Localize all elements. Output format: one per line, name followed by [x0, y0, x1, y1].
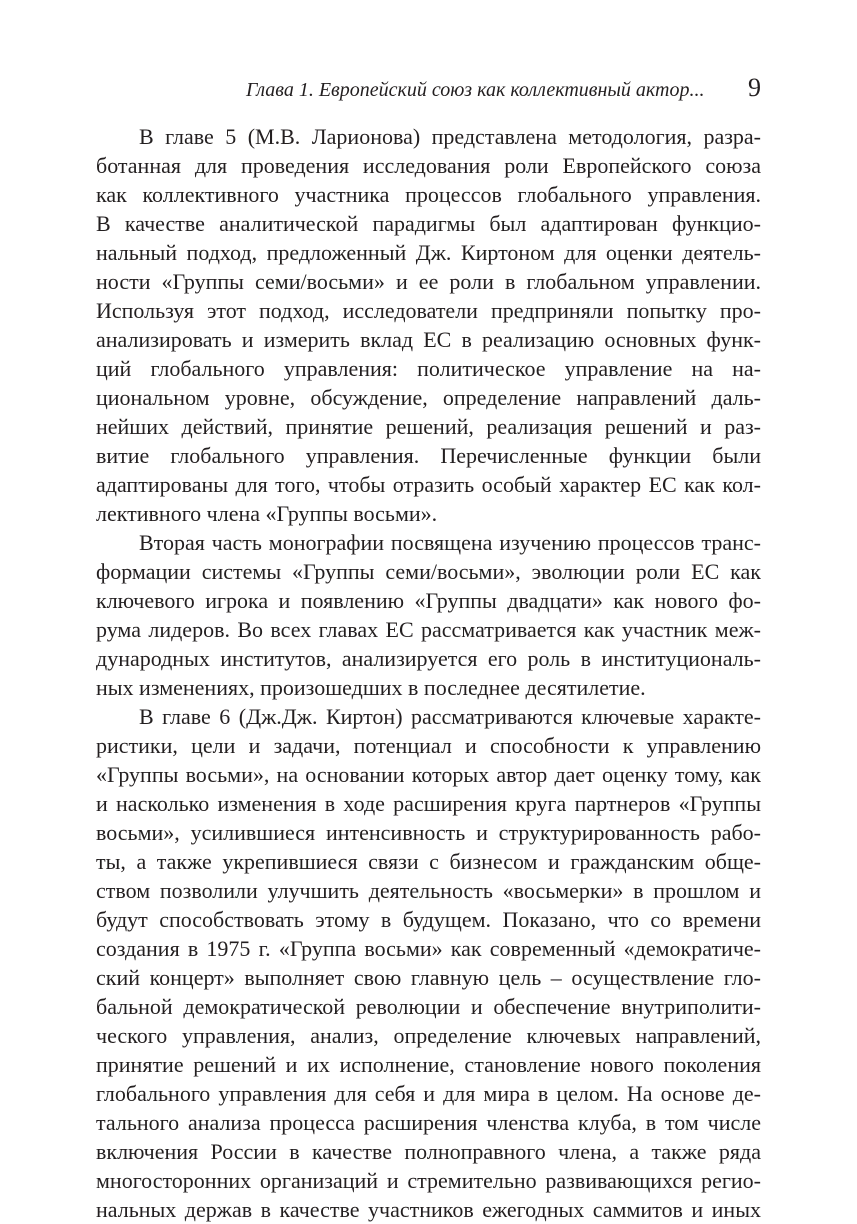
text-line: ством позволили улучшить деятельность «восьмерки» в прошлом и	[96, 878, 761, 903]
text-line: Вторая часть монографии посвящена изучению процессов транс-	[139, 530, 761, 555]
text-line: включения России в качестве полноправного члена, а также ряда	[96, 1139, 761, 1164]
text-line: В главе 6 (Дж.Дж. Киртон) рассматриваются ключевые характе-	[139, 704, 761, 729]
text-line: нальных держав в качестве участников ежегодных саммитов и иных	[96, 1197, 761, 1222]
text-line: нальный подход, предложенный Дж. Киртоном для оценки деятель-	[96, 240, 761, 265]
text-line: ристики, цели и задачи, потенциал и способности к управлению	[96, 733, 761, 758]
text-line: дународных институтов, анализируется его роль в институциональ-	[96, 646, 761, 671]
text-line: многосторонних организаций и стремительно развивающихся регио-	[96, 1168, 761, 1193]
text-line: восьми», усилившиеся интенсивность и структурированность рабо-	[96, 820, 761, 845]
page-number: 9	[748, 73, 761, 102]
text-line: глобального управления для себя и для мира в целом. На основе де-	[96, 1081, 761, 1106]
text-line: ключевого игрока и появлению «Группы двадцати» как нового фо-	[96, 588, 761, 613]
text-line: ский концерт» выполняет свою главную цель – осуществление гло-	[96, 965, 761, 990]
text-line: анализировать и измерить вклад ЕС в реализацию основных функ-	[96, 327, 761, 352]
text-line: адаптированы для того, чтобы отразить особый характер ЕС как кол-	[96, 472, 761, 497]
text-line: ности «Группы семи/восьми» и ее роли в глобальном управлении.	[96, 269, 761, 294]
text-line: ных изменениях, произошедших в последнее десятилетие.	[96, 675, 646, 700]
text-line: Используя этот подход, исследователи предприняли попытку про-	[96, 298, 761, 323]
text-line: как коллективного участника процессов глобального управления.	[96, 182, 761, 207]
text-line: витие глобального управления. Перечисленные функции были	[96, 443, 761, 468]
text-line: ческого управления, анализ, определение ключевых направлений,	[96, 1023, 761, 1048]
running-title: Глава 1. Европейский союз как коллективный актор...	[246, 79, 705, 101]
text-line: формации системы «Группы семи/восьми», эволюции роли ЕС как	[96, 559, 761, 584]
text-line: будут способствовать этому в будущем. Показано, что со времени	[96, 907, 761, 932]
text-line: и насколько изменения в ходе расширения круга партнеров «Группы	[96, 791, 761, 816]
body-text	[96, 122, 761, 1224]
text-line: ций глобального управления: политическое управление на на-	[96, 356, 761, 381]
text-line: нейших действий, принятие решений, реализация решений и раз-	[96, 414, 761, 439]
text-line: В качестве аналитической парадигмы был адаптирован функцио-	[96, 211, 761, 236]
text-line: «Группы восьми», на основании которых автор дает оценку тому, как	[96, 762, 761, 787]
text-line: бальной демократической революции и обеспечение внутриполити-	[96, 994, 761, 1019]
text-line: ты, а также укрепившиеся связи с бизнесом и гражданским обще-	[96, 849, 761, 874]
running-header	[96, 72, 761, 112]
text-line: В главе 5 (М.В. Ларионова) представлена методология, разра-	[139, 124, 761, 149]
text-line: рума лидеров. Во всех главах ЕС рассматривается как участник меж-	[96, 617, 761, 642]
text-line: лективного члена «Группы восьми».	[96, 501, 438, 526]
text-line: принятие решений и их исполнение, становление нового поколения	[96, 1052, 761, 1077]
text-line: ботанная для проведения исследования роли Европейского союза	[96, 153, 761, 178]
text-line: тального анализа процесса расширения членства клуба, в том числе	[96, 1110, 761, 1135]
text-line: создания в 1975 г. «Группа восьми» как современный «демократиче-	[96, 936, 761, 961]
text-line: циональном уровне, обсуждение, определение направлений даль-	[96, 385, 761, 410]
